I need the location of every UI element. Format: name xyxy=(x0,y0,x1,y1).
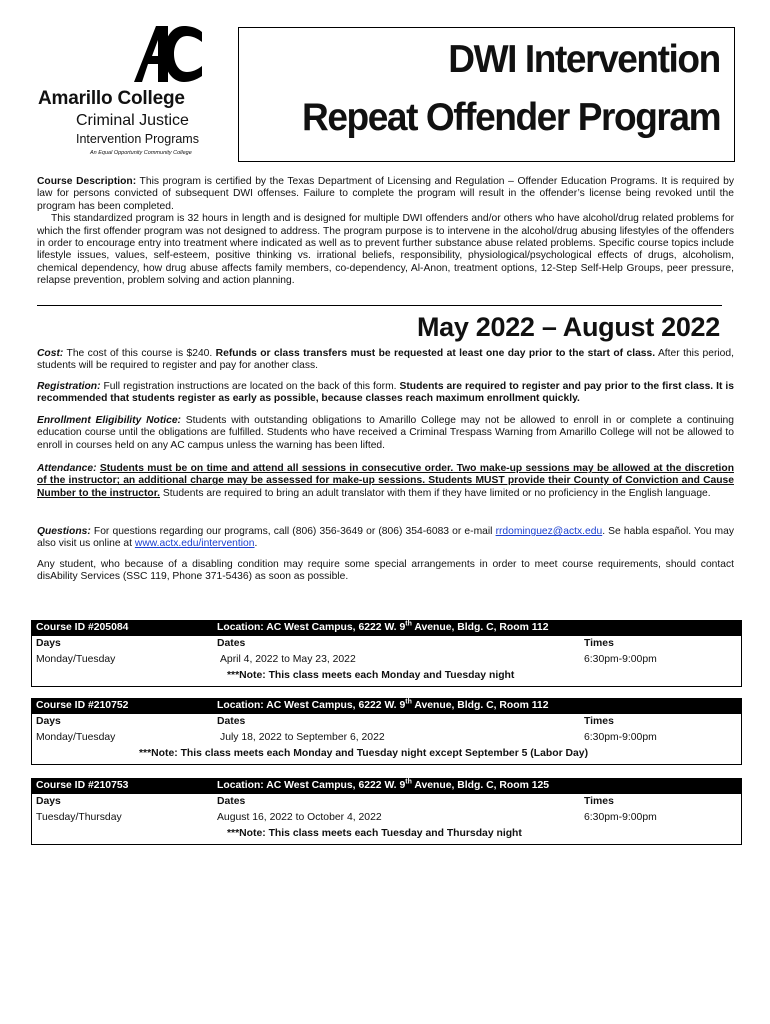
course-column-headers xyxy=(31,636,742,652)
registration-requirement: Students are required to register and pay prior to the first class. It is recommended that students register as early as possible, because classes reach maximum enrollment quickly. xyxy=(37,381,734,405)
course-location: Location: AC West Campus, 6222 W. 9th Avenue, Bldg. C, Room 112 xyxy=(217,698,549,711)
attendance-policy: Students must be on time and attend all sessions in consecutive order. Two make-up sessions may be allowed at the discretion of the instructor; an additional charge may be assessed for make-up sessions. Students MUST provide their County of Conviction and Cause Number to the instructor. xyxy=(37,463,734,499)
registration-label: Registration: xyxy=(37,381,101,392)
page-title-line2: Repeat Offender Program xyxy=(301,96,720,139)
logo-college-name: Amarillo College xyxy=(38,88,185,109)
cost-label: Cost: xyxy=(37,348,64,359)
course-times: 6:30pm-9:00pm xyxy=(584,812,657,823)
date-range-heading: May 2022 – August 2022 xyxy=(416,312,720,342)
questions-section xyxy=(37,526,734,551)
course-days: Monday/Tuesday xyxy=(36,732,116,743)
course-note: ***Note: This class meets each Monday and Tuesday night except September 5 (Labor Day) xyxy=(31,746,742,765)
course-header xyxy=(31,698,742,714)
cost-refund-policy: Refunds or class transfers must be requested at least one day prior to the start of class. xyxy=(215,348,656,359)
questions-label: Questions: xyxy=(37,526,91,537)
course-schedule-row xyxy=(31,730,742,746)
course-days: Monday/Tuesday xyxy=(36,654,116,665)
cost-section xyxy=(37,348,734,373)
course-schedule-row xyxy=(31,810,742,826)
ac-logo-icon xyxy=(134,26,204,82)
course-column-headers xyxy=(31,794,742,810)
amarillo-college-logo xyxy=(34,26,214,166)
days-header: Days xyxy=(36,638,61,649)
course-dates: July 18, 2022 to September 6, 2022 xyxy=(220,732,385,743)
course-block xyxy=(31,778,742,845)
course-description-p2: This standardized program is 32 hours in length and is designed for multiple DWI offenders and/or others who have alcohol/drug related problems for which the first offender program was not designed to address. The program purpose is to intervene in the alcohol/drug abusing lifestyles of the offenders in order to encourage entry into treatment where indicated as well as to prevent further substance abuse related problems. Specific course topics include lifestyle issues, values, self-esteem, positive thinking vs. irrational beliefs, responsibility, physiological/psychological effects of drugs, alcoholism, chemical dependency, how drug abuse affects family members, co-dependency, Al-Anon, treatment options, 12-Step Self-Help Groups, peer pressure, relapse prevention, problem solving and action planning. xyxy=(37,213,734,287)
eligibility-section xyxy=(37,415,734,452)
course-schedule-row xyxy=(31,652,742,668)
times-header: Times xyxy=(584,716,614,727)
registration-text: Full registration instructions are located on the back of this form. xyxy=(103,381,397,392)
course-header xyxy=(31,620,742,636)
course-block xyxy=(31,620,742,687)
attendance-text: Students are required to bring an adult translator with them if they have limited or no proficiency in the English language. xyxy=(162,487,711,499)
logo-department: Criminal Justice xyxy=(76,112,189,129)
days-header: Days xyxy=(36,796,61,807)
course-id: Course ID #210752 xyxy=(36,700,129,711)
course-note: ***Note: This class meets each Monday and Tuesday night xyxy=(31,668,742,687)
course-times: 6:30pm-9:00pm xyxy=(584,732,657,743)
course-note: ***Note: This class meets each Tuesday and Thursday night xyxy=(31,826,742,845)
section-divider xyxy=(37,305,722,306)
days-header: Days xyxy=(36,716,61,727)
course-days: Tuesday/Thursday xyxy=(36,812,122,823)
attendance-label: Attendance: xyxy=(37,463,97,474)
cost-text-2: After this period, students will be required to register and pay for another class. xyxy=(37,348,734,372)
course-id: Course ID #210753 xyxy=(36,780,129,791)
course-id: Course ID #205084 xyxy=(36,622,129,633)
course-dates: April 4, 2022 to May 23, 2022 xyxy=(220,654,356,665)
questions-text-3: . xyxy=(254,538,258,550)
course-block xyxy=(31,698,742,765)
course-column-headers xyxy=(31,714,742,730)
course-location: Location: AC West Campus, 6222 W. 9th Avenue, Bldg. C, Room 112 xyxy=(217,620,549,633)
title-box xyxy=(238,27,735,162)
dates-header: Dates xyxy=(217,796,246,807)
eligibility-label: Enrollment Eligibility Notice: xyxy=(37,415,181,426)
dates-header: Dates xyxy=(217,716,246,727)
course-description-p1: This program is certified by the Texas Department of Licensing and Regulation – Offender Education Programs. It is required by law for persons convicted of subsequent DWI offenses. Failure to complete the program will result in the offender’s license being revoked until the program has been completed. xyxy=(37,176,734,212)
eligibility-text: Students with outstanding obligations to Amarillo College may not be allowed to enroll in or complete a continuing education course until the obligations are fulfilled. Students who have received a Criminal Trespass Warning from Amarillo College will not be allowed to enroll in courses held on any AC campus unless the warning has been lifted. xyxy=(37,415,734,451)
email-link[interactable]: rrdominguez@actx.edu xyxy=(495,526,603,537)
registration-section xyxy=(37,381,734,406)
attendance-section xyxy=(37,463,734,500)
questions-text-2: . Se habla español. You may also visit us online at xyxy=(37,526,734,550)
disability-notice: Any student, who because of a disabling condition may require some special arrangements in order to meet course requirements, should contact disAbility Services (SSC 119, Phone 371-5436) as soon as possible. xyxy=(37,559,734,583)
cost-text: The cost of this course is $240. xyxy=(66,348,213,359)
logo-tagline: An Equal Opportunity Community College xyxy=(90,150,192,156)
course-location: Location: AC West Campus, 6222 W. 9th Avenue, Bldg. C, Room 125 xyxy=(217,778,550,791)
dates-header: Dates xyxy=(217,638,246,649)
course-times: 6:30pm-9:00pm xyxy=(584,654,657,665)
course-description-label: Course Description: xyxy=(37,176,137,187)
course-dates: August 16, 2022 to October 4, 2022 xyxy=(217,812,382,823)
logo-programs: Intervention Programs xyxy=(76,132,199,146)
website-link[interactable]: www.actx.edu/intervention xyxy=(134,538,255,550)
times-header: Times xyxy=(584,638,614,649)
course-description xyxy=(37,176,734,288)
times-header: Times xyxy=(584,796,614,807)
course-header xyxy=(31,778,742,794)
page-title-line1: DWI Intervention xyxy=(448,38,720,81)
questions-text: For questions regarding our programs, call (806) 356-3649 or (806) 354-6083 or e-mail xyxy=(93,526,493,537)
